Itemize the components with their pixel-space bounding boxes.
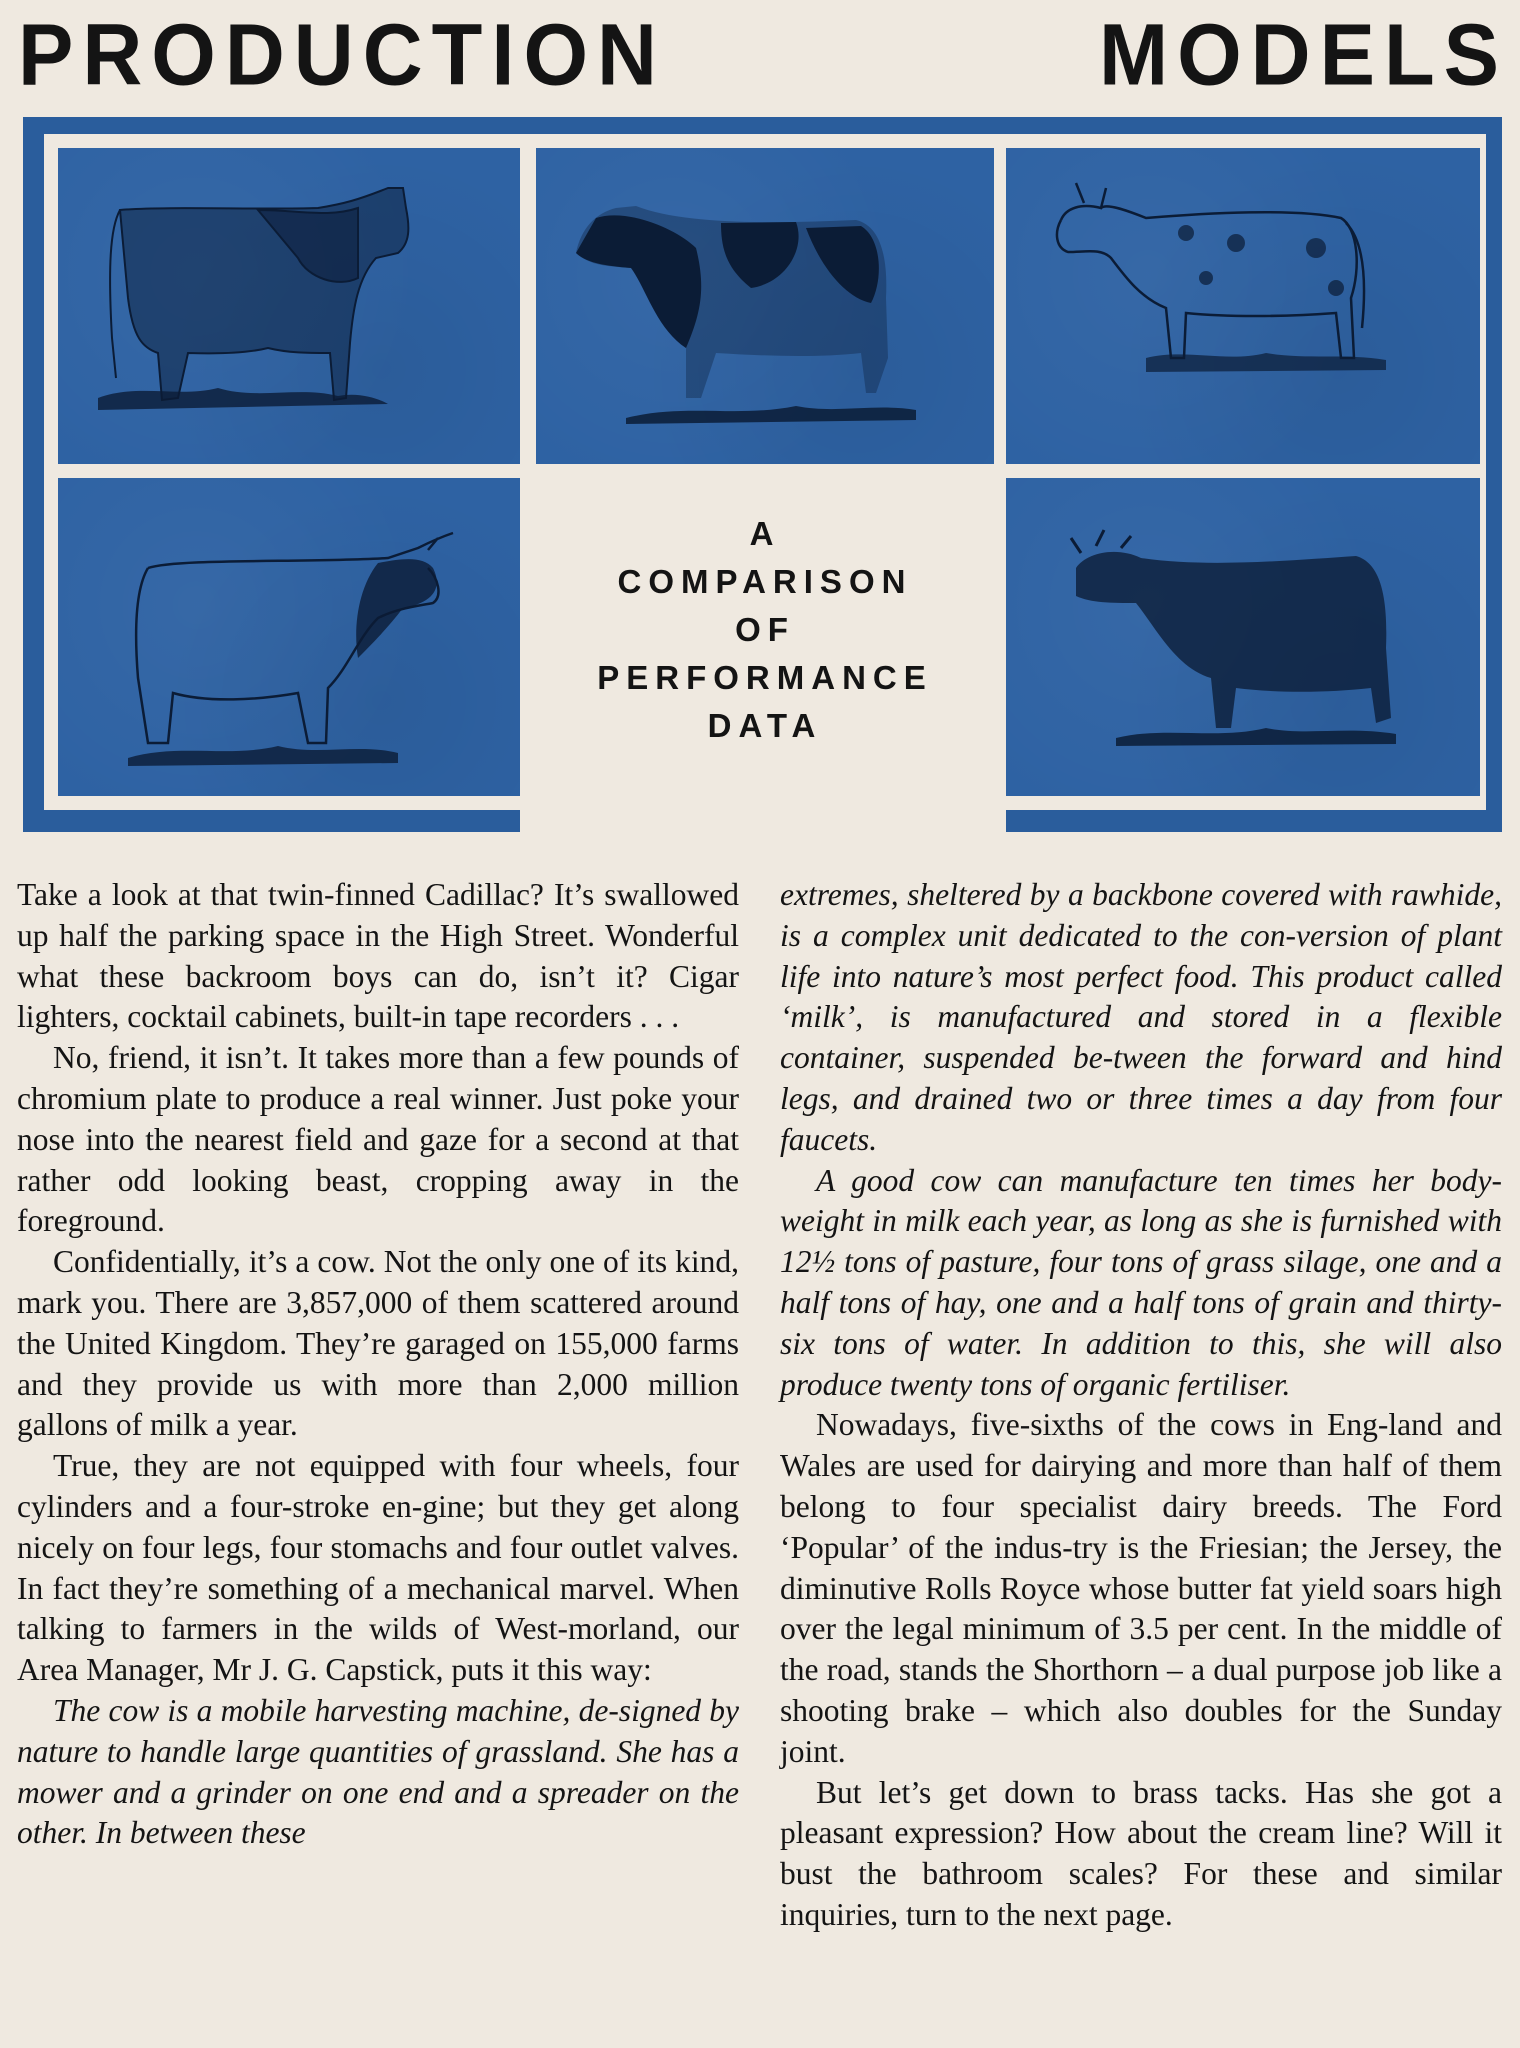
illustration-caption — [536, 510, 994, 750]
page-headline — [18, 5, 1508, 104]
headline-word-production: PRODUCTION — [18, 5, 666, 104]
caption-line: A — [749, 515, 781, 552]
quoted-paragraph: extremes, sheltered by a backbone covered with rawhide, is a complex unit dedicated to the con-version of plant life into nature’s most perfect food. This product called ‘milk’, is manufactured and stored in a flexible container, suspended be-tween the forward and hind legs, and drained two or three times a day from four faucets. — [780, 877, 1502, 1157]
paragraph: Take a look at that twin-finned Cadillac? It’s swallowed up half the parking space in the High Street. Wonderful what these backroom boys can do, isn’t it? Cigar lighters, cocktail cabinets, built-in tape recorders . . . — [17, 877, 739, 1035]
caption-line: COMPARISON — [617, 563, 913, 600]
caption-line: OF — [735, 611, 795, 648]
article-column-left — [17, 875, 739, 1854]
illustration-panel-top-center — [536, 148, 994, 464]
quoted-paragraph: The cow is a mobile harvesting machine, de-signed by nature to handle large quantities of grassland. She has a mower and a grinder on one end and a spreader on the other. In between these — [17, 1692, 739, 1851]
illustration-panel-bottom-left — [58, 478, 520, 796]
illustration-panel-top-right — [1006, 148, 1480, 464]
caption-line: DATA — [707, 707, 823, 744]
paragraph: True, they are not equipped with four wheels, four cylinders and a four-stroke en-gine; but they get along nicely on four legs, four stomachs and four outlet valves. In fact they’re something of a mechanical marvel. When talking to farmers in the wilds of West-morland, our Area Manager, Mr J. G. Capstick, puts it this way: — [17, 1448, 739, 1688]
article-column-right — [780, 875, 1502, 1936]
illustration-panel-bottom-right — [1006, 478, 1480, 796]
paragraph: Confidentially, it’s a cow. Not the only one of its kind, mark you. There are 3,857,000 of them scattered around the United Kingdom. They’re garaged on 155,000 farms and they provide us with more than 2,000 million gallons of milk a year. — [17, 1244, 739, 1443]
paragraph: No, friend, it isn’t. It takes more than a few pounds of chromium plate to produce a real winner. Just poke your nose into the nearest field and gaze for a second at that rather odd looking beast, cropping away in the foreground. — [17, 1040, 739, 1239]
headline-word-models: MODELS — [1098, 5, 1508, 104]
paragraph: But let’s get down to brass tacks. Has she got a pleasant expression? How about the cream line? Will it bust the bathroom scales? For these and similar inquiries, turn to the next page. — [780, 1774, 1502, 1932]
frame-gap — [520, 810, 1006, 840]
quoted-paragraph: A good cow can manufacture ten times her body-weight in milk each year, as long as she is furnished with 12½ tons of pasture, four tons of grass silage, one and a half tons of hay, one and a half tons of grain and thirty-six tons of water. In addition to this, she will also produce twenty tons of organic fertiliser. — [780, 1162, 1502, 1402]
caption-line: PERFORMANCE — [597, 659, 933, 696]
cow-icon — [1006, 478, 1480, 796]
cow-icon — [536, 148, 994, 464]
frame-inner-gap — [520, 797, 1006, 811]
cow-icon — [58, 148, 520, 464]
paragraph: Nowadays, five-sixths of the cows in Eng-land and Wales are used for dairying and more than half of them belong to four specialist dairy breeds. The Ford ‘Popular’ of the indus-try is the Friesian; the Jersey, the diminutive Rolls Royce whose butter fat yield soars high over the legal minimum of 3.5 per cent. In the middle of the road, stands the Shorthorn – a dual purpose job like a shooting brake – which also doubles for the Sunday joint. — [780, 1407, 1502, 1769]
cow-icon — [58, 478, 520, 796]
cow-icon — [1006, 148, 1480, 464]
illustration-panel-top-left — [58, 148, 520, 464]
